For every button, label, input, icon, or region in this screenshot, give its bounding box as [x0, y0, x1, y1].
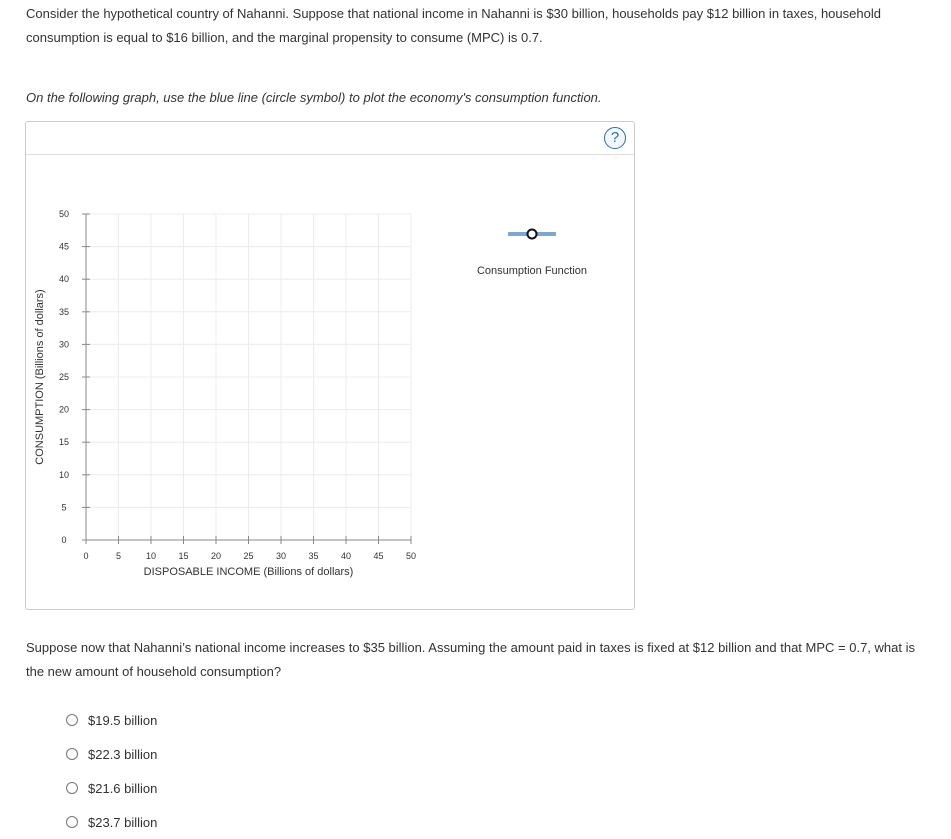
x-tick-label: 20: [210, 551, 222, 561]
question-text: Suppose now that Nahanni’s national income increases to $35 billion. Assuming the amount paid in taxes is fixed at $12 billion and that MPC = 0.7, what is the new amount of household consumption?: [26, 640, 915, 679]
graph-instruction-text: On the following graph, use the blue line (circle symbol) to plot the economy's consumption function.: [26, 90, 602, 105]
answer-option[interactable]: [64, 771, 157, 805]
radio-button[interactable]: [66, 748, 78, 760]
y-tick-label: 0: [61, 535, 67, 545]
x-tick-label: 40: [340, 551, 352, 561]
x-tick-label: 5: [115, 551, 122, 561]
problem-intro-text: Consider the hypothetical country of Nahanni. Suppose that national income in Nahanni is $30 billion, households pay $12 billion in taxes, household consumption is equal to $16 billion, and the marginal propensity to consume (MPC) is 0.7.: [26, 6, 881, 45]
x-tick-label: 45: [373, 551, 384, 561]
y-tick-label: 5: [61, 502, 67, 513]
answer-options: [64, 703, 157, 839]
x-tick-label: 35: [308, 551, 319, 561]
option-label: $23.7 billion: [88, 814, 158, 830]
y-tick-label: 50: [58, 209, 70, 219]
radio-button[interactable]: [66, 714, 78, 726]
y-tick-label: 30: [58, 339, 70, 350]
y-tick-label: 20: [58, 404, 70, 415]
graph-panel: [25, 121, 635, 610]
option-label: $19.5 billion: [88, 712, 158, 728]
option-label: $21.6 billion: [88, 780, 158, 796]
x-tick-label: 50: [405, 551, 417, 561]
y-axis-title: CONSUMPTION (Billions of dollars): [34, 289, 46, 465]
radio-button[interactable]: [66, 782, 78, 794]
help-icon[interactable]: ?: [604, 127, 626, 149]
x-tick-label: 30: [275, 551, 287, 561]
radio-button[interactable]: [66, 816, 78, 828]
y-tick-label: 45: [58, 241, 70, 252]
option-label: $22.3 billion: [88, 746, 158, 762]
x-tick-label: 15: [178, 551, 189, 561]
answer-option[interactable]: [64, 737, 157, 771]
chart-ticks: [59, 209, 416, 561]
legend-circle-marker[interactable]: [528, 230, 537, 239]
consumption-chart[interactable]: [26, 122, 634, 609]
x-tick-label: 0: [83, 551, 89, 561]
answer-option[interactable]: [64, 805, 157, 839]
y-tick-label: 15: [58, 437, 70, 448]
y-tick-label: 25: [58, 372, 70, 382]
y-tick-label: 35: [58, 306, 70, 317]
x-tick-label: 25: [243, 551, 254, 561]
chart-grid: [86, 214, 411, 540]
y-tick-label: 10: [58, 469, 70, 480]
x-axis-title: DISPOSABLE INCOME (Billions of dollars): [143, 566, 354, 578]
legend-consumption-function[interactable]: [477, 230, 587, 278]
legend-label: Consumption Function: [476, 265, 588, 277]
x-tick-label: 10: [145, 551, 157, 561]
y-tick-label: 40: [58, 274, 70, 285]
answer-option[interactable]: [64, 703, 157, 737]
